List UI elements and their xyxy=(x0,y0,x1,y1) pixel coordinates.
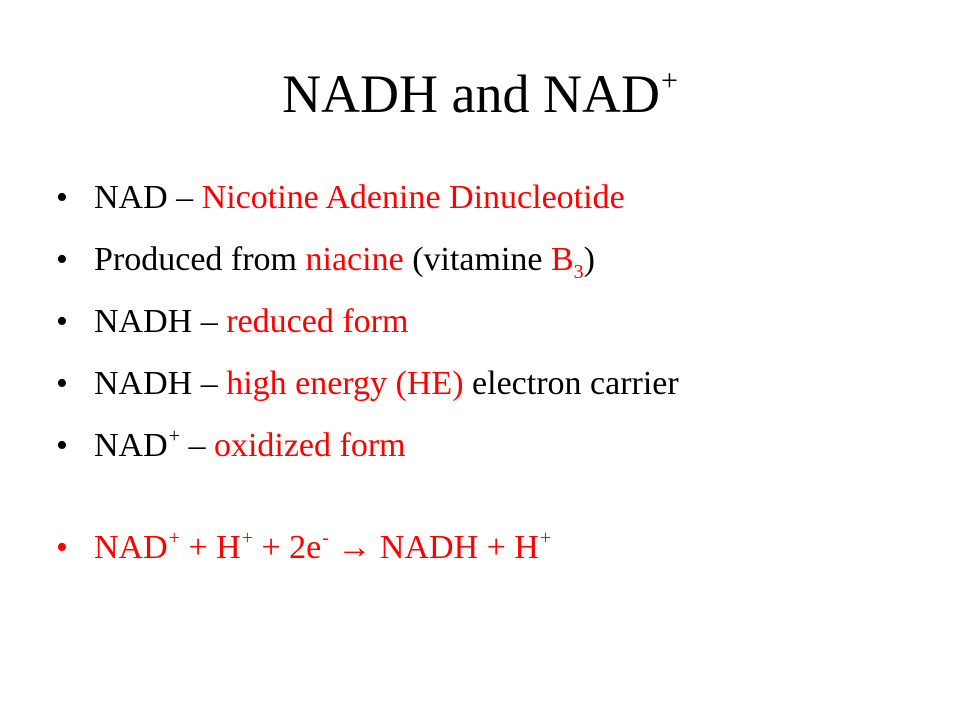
bullet-superscript: + xyxy=(168,425,180,447)
bullet-text: – xyxy=(179,427,214,464)
bullet-highlight: high energy (HE) xyxy=(226,365,464,402)
bullet-text: NADH – xyxy=(94,365,227,402)
equation-part: → NADH + H xyxy=(328,529,539,566)
bullet-item-reduced-form xyxy=(56,302,936,342)
slide-title-text: NADH and NAD xyxy=(282,64,661,124)
bullet-item-oxidized-form xyxy=(56,426,936,466)
equation-superscript: + xyxy=(539,527,552,549)
bullet-icon: • xyxy=(56,241,68,278)
equation-part: NAD xyxy=(94,529,168,566)
bullet-item-equation xyxy=(56,528,936,568)
bullet-highlight: reduced form xyxy=(226,303,409,340)
equation-part: + H xyxy=(179,529,241,566)
bullet-icon: • xyxy=(56,529,68,566)
bullet-icon: • xyxy=(56,427,68,464)
bullet-text: (vitamine xyxy=(403,241,551,278)
slide-title-superscript: + xyxy=(661,64,678,97)
bullet-item-nad-definition xyxy=(56,178,936,218)
bullet-highlight: oxidized form xyxy=(213,427,406,464)
equation-part: + 2e xyxy=(252,529,322,566)
bullet-icon: • xyxy=(56,365,68,402)
bullet-text: NAD – xyxy=(94,179,202,216)
bullet-highlight: niacine xyxy=(305,241,404,278)
bullet-item-niacine xyxy=(56,240,936,283)
bullet-icon: • xyxy=(56,179,68,216)
bullet-subscript: 3 xyxy=(573,261,584,283)
bullet-icon: • xyxy=(56,303,68,340)
bullet-text: NADH – xyxy=(94,303,227,340)
equation-superscript: + xyxy=(168,527,180,549)
equation-superscript: - xyxy=(322,527,329,549)
slide-title xyxy=(0,62,960,135)
bullet-highlight: B xyxy=(550,241,574,278)
equation-superscript: + xyxy=(241,527,253,549)
bullet-text: NAD xyxy=(94,427,168,464)
bullet-text: Produced from xyxy=(94,241,306,278)
bullet-item-high-energy xyxy=(56,364,936,404)
bullet-list xyxy=(56,178,936,590)
bullet-text: ) xyxy=(583,241,595,278)
bullet-text: electron carrier xyxy=(463,365,679,402)
bullet-highlight: Nicotine Adenine Dinucleotide xyxy=(201,179,625,216)
